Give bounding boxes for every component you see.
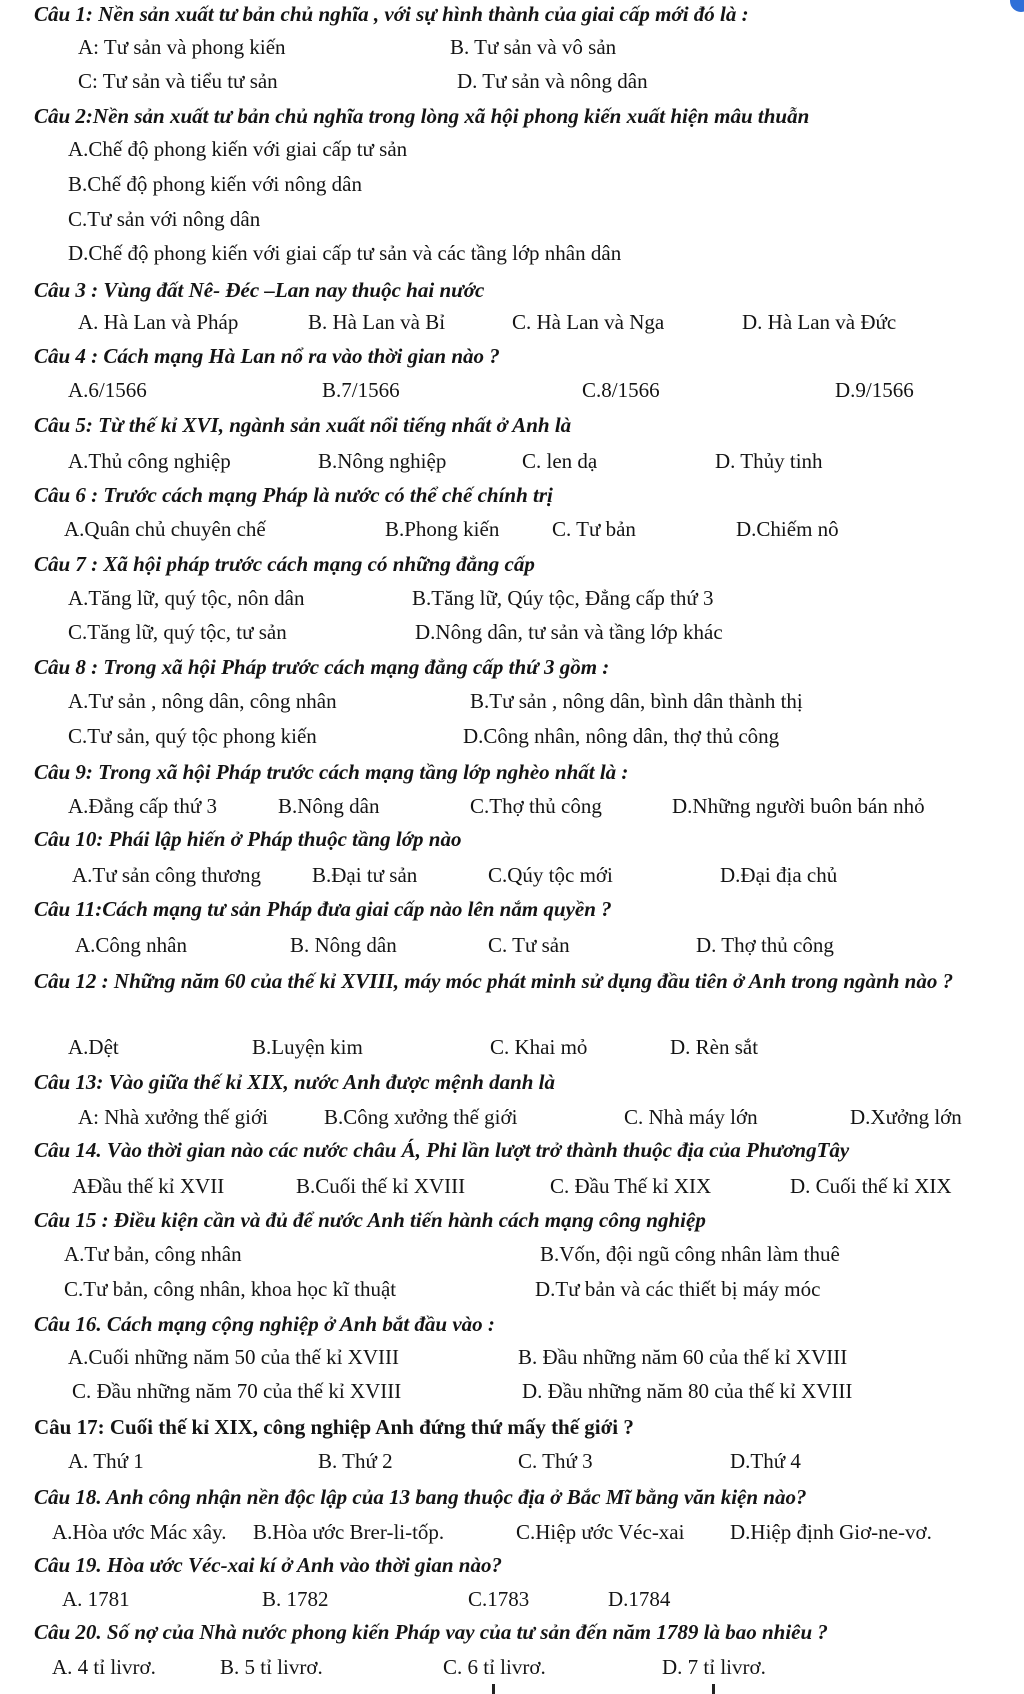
option: D.1784 [608,1587,671,1611]
option: C.8/1566 [582,378,660,402]
option: D.Tư bản và các thiết bị máy móc [535,1277,821,1301]
crop-mark [492,1684,495,1694]
options-3 [0,309,1024,335]
option: B.Hòa ước Brer-li-tốp. [253,1520,445,1544]
question-8: Câu 8 : Trong xã hội Pháp trước cách mạng đẳng cấp thứ 3 gồm : [34,655,610,679]
options-15a [0,1241,1024,1267]
options-4 [0,377,1024,403]
question-16: Câu 16. Cách mạng cộng nghiệp ở Anh bắt đầu vào : [34,1312,495,1336]
option: C. Thứ 3 [518,1449,593,1473]
options-11 [0,932,1024,958]
option: C.Tư sản với nông dân [68,207,261,231]
option: B. Thứ 2 [318,1449,393,1473]
option: D.Chế độ phong kiến với giai cấp tư sản và các tầng lớp nhân dân [68,241,622,265]
option: C. Nhà máy lớn [624,1105,758,1129]
option: C.Hiệp ước Véc-xai [516,1520,685,1544]
option: D. Hà Lan và Đức [742,310,897,334]
options-9 [0,793,1024,819]
question-5: Câu 5: Từ thế kỉ XVI, ngành sản xuất nổi tiếng nhất ở Anh là [34,413,572,437]
option: B.Chế độ phong kiến với nông dân [68,172,362,196]
question-11: Câu 11:Cách mạng tư sản Pháp đưa giai cấp nào lên nắm quyền ? [34,897,612,921]
option: B. Hà Lan và Bỉ [308,310,446,334]
option: B.Công xưởng thế giới [324,1105,518,1129]
options-19 [0,1586,1024,1612]
option: C.Thợ thủ công [470,794,602,818]
option: D.Đại địa chủ [720,863,838,887]
question-4: Câu 4 : Cách mạng Hà Lan nổ ra vào thời gian nào ? [34,344,500,368]
options-5 [0,448,1024,474]
options-14 [0,1173,1024,1199]
options-6 [0,516,1024,542]
option: C. Tư sản [488,933,570,957]
option: C. Hà Lan và Nga [512,310,665,334]
option: B.7/1566 [322,378,400,402]
options-20 [0,1654,1024,1680]
option: B.Cuối thế kỉ XVIII [296,1174,466,1198]
question-15: Câu 15 : Điều kiện cần và đủ để nước Anh tiến hành cách mạng công nghiệp [34,1208,706,1232]
options-13 [0,1104,1024,1130]
option: C. Đầu Thế kỉ XIX [550,1174,712,1198]
question-20: Câu 20. Số nợ của Nhà nước phong kiến Pháp vay của tư sản đến năm 1789 là bao nhiêu ? [34,1620,828,1644]
option: C. Đầu những năm 70 của thế kỉ XVIII [72,1379,402,1403]
option: A. 4 tỉ livrơ. [52,1655,156,1679]
option: D. Thủy tinh [715,449,823,473]
options-2a [0,136,1024,162]
option: C.1783 [468,1587,530,1611]
option: D. 7 tỉ livrơ. [662,1655,766,1679]
question-10: Câu 10: Phái lập hiến ở Pháp thuộc tầng lớp nào [34,827,462,851]
options-2c [0,206,1024,232]
option: B. 1782 [262,1587,329,1611]
option: B.Luyện kim [252,1035,363,1059]
option: C. Tư bản [552,517,636,541]
question-19: Câu 19. Hòa ước Véc-xai kí ở Anh vào thời gian nào? [34,1553,502,1577]
question-7: Câu 7 : Xã hội pháp trước cách mạng có những đẳng cấp [34,552,535,576]
question-3: Câu 3 : Vùng đất Nê- Đéc –Lan nay thuộc hai nước [34,278,485,302]
option: A.Đẳng cấp thứ 3 [68,794,218,818]
options-16a [0,1344,1024,1370]
question-9: Câu 9: Trong xã hội Pháp trước cách mạng tầng lớp nghèo nhất là : [34,760,629,784]
option: A: Tư sản và phong kiến [78,35,286,59]
options-1 [0,34,1024,60]
option: B. Tư sản và vô sản [450,35,617,59]
option: D. Đầu những năm 80 của thế kỉ XVIII [522,1379,853,1403]
option: B.Nông dân [278,794,380,818]
question-14: Câu 14. Vào thời gian nào các nước châu Á, Phi lần lượt trở thành thuộc địa của PhươngTây [34,1138,850,1162]
option: D.9/1566 [835,378,914,402]
option: A. 1781 [62,1587,130,1611]
options-16b [0,1378,1024,1404]
options-10 [0,862,1024,888]
option: C.Qúy tộc mới [488,863,613,887]
option: AĐầu thế kỉ XVII [72,1174,225,1198]
option: A.Tăng lữ, quý tộc, nôn dân [68,586,305,610]
option: A: Nhà xưởng thế giới [78,1105,268,1129]
option: D.Thứ 4 [730,1449,801,1473]
option: D.Chiếm nô [736,517,839,541]
option: B.Phong kiến [385,517,500,541]
option: B.Tư sản , nông dân, bình dân thành thị [470,689,803,713]
question-13: Câu 13: Vào giữa thế kỉ XIX, nước Anh được mệnh danh là [34,1070,556,1094]
options-18 [0,1519,1024,1545]
question-18: Câu 18. Anh công nhận nền độc lập của 13 bang thuộc địa ở Bắc Mĩ bằng văn kiện nào? [34,1485,807,1509]
option: B. 5 tỉ livrơ. [220,1655,323,1679]
options-15b [0,1276,1024,1302]
option: D.Xưởng lớn [850,1105,962,1129]
option: C.Tư bản, công nhân, khoa học kĩ thuật [64,1277,397,1301]
option: A.Tư bản, công nhân [64,1242,242,1266]
options-8a [0,688,1024,714]
options-2d [0,240,1024,266]
option: A.Quân chủ chuyên chế [64,517,266,541]
options-7a [0,585,1024,611]
option: A.Tư sản , nông dân, công nhân [68,689,337,713]
option: D.Những người buôn bán nhỏ [672,794,925,818]
option: A.Chế độ phong kiến với giai cấp tư sản [68,137,408,161]
options-8b [0,723,1024,749]
question-2: Câu 2:Nền sản xuất tư bản chủ nghĩa trong lòng xã hội phong kiến xuất hiện mâu thuẫn [34,104,810,128]
options-12 [0,1034,1024,1060]
option: C. len dạ [522,449,598,473]
option: D. Thợ thủ công [696,933,834,957]
option: C. Khai mỏ [490,1035,588,1059]
option: C. 6 tỉ livrơ. [443,1655,546,1679]
option: D. Tư sản và nông dân [457,69,648,93]
option: C.Tư sản, quý tộc phong kiến [68,724,317,748]
option: A.Thủ công nghiệp [68,449,231,473]
option: B. Đầu những năm 60 của thế kỉ XVIII [518,1345,848,1369]
options-17 [0,1448,1024,1474]
option: B. Nông dân [290,933,397,957]
option: C: Tư sản và tiểu tư sản [78,69,278,93]
option: A.6/1566 [68,378,147,402]
option: A. Hà Lan và Pháp [78,310,239,334]
option: A.Cuối những năm 50 của thế kỉ XVIII [68,1345,399,1369]
options-2b [0,171,1024,197]
option: D.Hiệp định Giơ-ne-vơ. [730,1520,932,1544]
question-17: Câu 17: Cuối thế kỉ XIX, công nghiệp Anh đứng thứ mấy thế giới ? [34,1415,634,1439]
option: C.Tăng lữ, quý tộc, tư sản [68,620,287,644]
option: D.Công nhân, nông dân, thợ thủ công [463,724,780,748]
option: A. Thứ 1 [68,1449,144,1473]
option: A.Công nhân [75,933,187,957]
question-12: Câu 12 : Những năm 60 của thế kỉ XVIII, máy móc phát minh sử dụng đầu tiên ở Anh trong ngành nào ? [34,969,954,993]
crop-mark [712,1684,715,1694]
options-7b [0,619,1024,645]
option: B.Đại tư sản [312,863,418,887]
option: B.Nông nghiệp [318,449,447,473]
options-1b [0,68,1024,94]
option: B.Tăng lữ, Qúy tộc, Đẳng cấp thứ 3 [412,586,714,610]
option: A.Dệt [68,1035,119,1059]
question-6: Câu 6 : Trước cách mạng Pháp là nước có thể chế chính trị [34,483,553,507]
option: A.Hòa ước Mác xây. [52,1520,227,1544]
question-1: Câu 1: Nền sản xuất tư bản chủ nghĩa , với sự hình thành của giai cấp mới đó là : [34,2,749,26]
option: D. Cuối thế kỉ XIX [790,1174,952,1198]
option: B.Vốn, đội ngũ công nhân làm thuê [540,1242,840,1266]
option: D.Nông dân, tư sản và tầng lớp khác [415,620,723,644]
option: D. Rèn sắt [670,1035,759,1059]
option: A.Tư sản công thương [72,863,262,887]
